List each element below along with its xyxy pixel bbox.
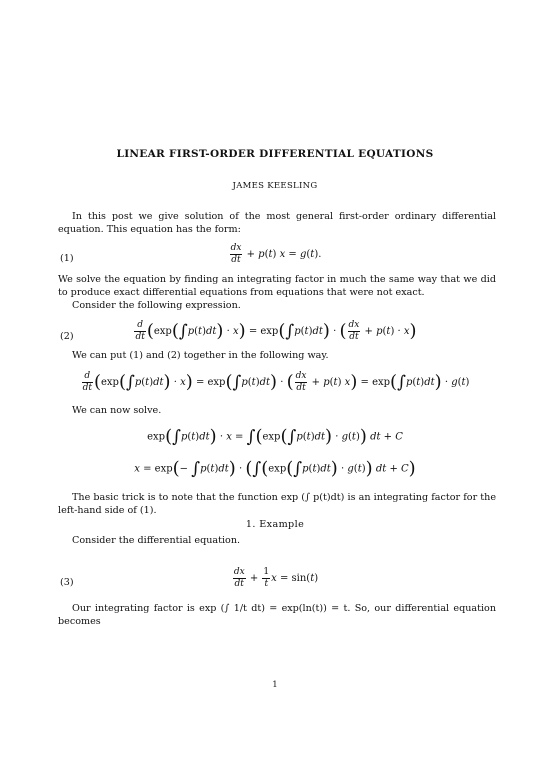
paper-title: LINEAR FIRST-ORDER DIFFERENTIAL EQUATIONS	[116, 148, 434, 160]
equation-2-number: (2)	[60, 331, 74, 342]
equation-1: $\frac{dx}{dt}$ + p(t) x = g(t).	[230, 243, 322, 265]
equation-3: $\frac{dx}{dt}$ + $\frac{1}{t}$ x = sin(t)	[233, 567, 319, 589]
page-number: 1	[272, 680, 278, 690]
solve-paragraph: We can now solve.	[72, 405, 162, 416]
intro-paragraph: In this post we give solution of the most general first-order ordinary differential equation. This equation has the form:	[58, 211, 496, 235]
example-intro-paragraph: Consider the differential equation.	[72, 535, 241, 546]
author-name: JAMES KEESLING	[232, 181, 318, 191]
equation-solution: x = exp(− ∫p(t)dt) · (∫(exp(∫p(t)dt) · g(t)) dt + C)	[134, 458, 416, 479]
consider-paragraph: Consider the following expression.	[72, 300, 241, 311]
equation-3-number: (3)	[60, 577, 74, 588]
method-paragraph: We solve the equation by finding an integrating factor in much the same way that we did to produce exact differential equations from equations that were not exact.	[58, 274, 496, 298]
section-heading-example: 1. Example	[245, 519, 305, 530]
combine-paragraph: We can put (1) and (2) together in the following way.	[72, 350, 329, 361]
equation-2: $\frac{d}{dt}$ (exp(∫p(t)dt) · x) = exp(∫p(t)dt) · ( $\frac{dx}{dt}$ + p(t) · x)	[135, 320, 417, 342]
equation-combined: $\frac{d}{dt}$ (exp(∫p(t)dt) · x) = exp(∫p(t)dt) · ( $\frac{dx}{dt}$ + p(t) x) = exp(∫p(t)dt) · g(t)	[82, 371, 470, 393]
trick-paragraph: The basic trick is to note that the function exp (∫ p(t)dt) is an integrating factor for the left-hand side of (1).	[58, 492, 496, 516]
integrating-factor-paragraph: Our integrating factor is exp (∫ 1/t dt) = exp(ln(t)) = t. So, our differential equation becomes	[58, 603, 496, 627]
equation-integrated: exp(∫p(t)dt) · x = ∫(exp(∫p(t)dt) · g(t)) dt + C	[147, 426, 403, 447]
equation-1-number: (1)	[60, 253, 74, 264]
